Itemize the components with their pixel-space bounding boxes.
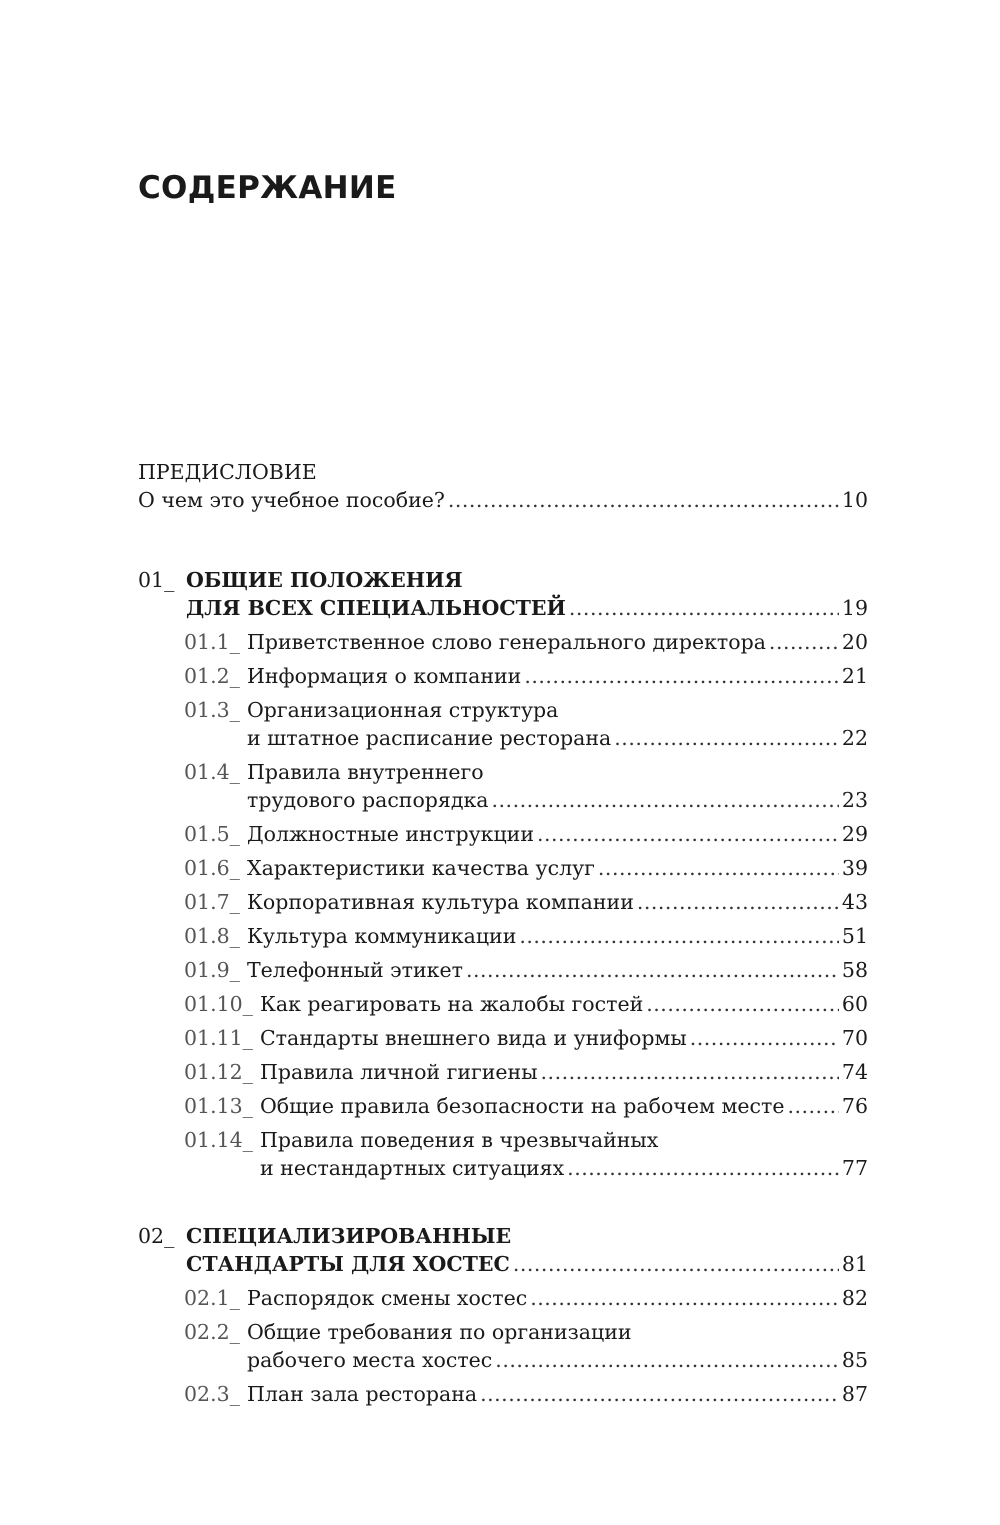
section-title-line2: СТАНДАРТЫ ДЛЯ ХОСТЕС [186, 1252, 510, 1276]
page-number: 60 [841, 992, 868, 1016]
toc-entry [138, 922, 868, 950]
preface-block [138, 458, 868, 514]
leader-dots [530, 1284, 839, 1312]
page-number: 58 [841, 958, 868, 982]
toc-entry-line1 [184, 1380, 868, 1408]
page-number: 19 [841, 596, 868, 620]
entry-number: 01.4_ [184, 760, 240, 784]
section-heading [138, 566, 868, 594]
toc-entry-text: О чем это учебное пособие? [138, 488, 445, 512]
preface-heading [138, 458, 868, 486]
page-number: 39 [841, 856, 868, 880]
toc-entry-text: Общие правила безопасности на рабочем месте [260, 1094, 785, 1118]
entry-number: 01.12_ [184, 1060, 253, 1084]
entry-number: 01.7_ [184, 890, 240, 914]
leader-dots [541, 1058, 839, 1086]
toc-entry-line2 [184, 1154, 868, 1182]
entry-number: 01.10_ [184, 992, 253, 1016]
toc-entry-line1 [184, 990, 868, 1018]
leader-dots [513, 1250, 839, 1278]
toc-entry-text: Должностные инструкции [247, 822, 534, 846]
toc-entry-line1 [184, 956, 868, 984]
toc-entry-text: Правила личной гигиены [260, 1060, 538, 1084]
leader-dots [614, 724, 839, 752]
toc-entry [138, 1284, 868, 1312]
toc-entry-text: и штатное расписание ресторана [247, 726, 612, 750]
section-number: 02_ [138, 1224, 175, 1248]
section-title-line1: СПЕЦИАЛИЗИРОВАННЫЕ [186, 1224, 512, 1248]
toc-entry-text: трудового распорядка [247, 788, 489, 812]
toc-entry-text: Распорядок смены хостес [247, 1286, 528, 1310]
page-number: 29 [841, 822, 868, 846]
page-number: 43 [841, 890, 868, 914]
toc-entry-line1 [184, 1318, 868, 1346]
toc-entry-text: Характеристики качества услуг [247, 856, 595, 880]
toc-entry [138, 1092, 868, 1120]
entry-number: 01.13_ [184, 1094, 253, 1118]
toc-entry-text: Информация о компании [247, 664, 522, 688]
leader-dots [787, 1092, 838, 1120]
toc-entry-text: Правила внутреннего [247, 760, 484, 784]
page-number: 77 [841, 1156, 868, 1180]
toc-entry-text: Корпоративная культура компании [247, 890, 634, 914]
toc-entry-text: Стандарты внешнего вида и униформы [260, 1026, 687, 1050]
page-number: 23 [841, 788, 868, 812]
toc-section-2 [138, 1222, 868, 1408]
toc-entry [138, 628, 868, 656]
page-number: 76 [841, 1094, 868, 1118]
leader-dots [448, 486, 839, 514]
toc-entry-line1 [184, 628, 868, 656]
toc-entry-text: Правила поведения в чрезвычайных [260, 1128, 659, 1152]
toc-entry-text: и нестандартных ситуациях [260, 1156, 565, 1180]
section-title-line2: ДЛЯ ВСЕХ СПЕЦИАЛЬНОСТЕЙ [186, 596, 566, 620]
page-number: 20 [841, 630, 868, 654]
entry-number: 01.3_ [184, 698, 240, 722]
section-number: 01_ [138, 568, 175, 592]
leader-dots [690, 1024, 839, 1052]
page-number: 22 [841, 726, 868, 750]
preface-heading-text: ПРЕДИСЛОВИЕ [138, 460, 317, 484]
page-title: СОДЕРЖАНИЕ [138, 170, 397, 206]
page-number: 21 [841, 664, 868, 688]
entry-number: 02.1_ [184, 1286, 240, 1310]
page-number: 51 [841, 924, 868, 948]
leader-dots [769, 628, 839, 656]
toc-entry-line2 [184, 724, 868, 752]
toc-entry-line2 [184, 786, 868, 814]
entry-number: 01.2_ [184, 664, 240, 688]
toc-entry [138, 758, 868, 814]
page-number: 87 [841, 1382, 868, 1406]
toc-entry-line2 [184, 1346, 868, 1374]
leader-dots [480, 1380, 839, 1408]
page-number: 74 [841, 1060, 868, 1084]
table-of-contents [138, 458, 868, 1408]
toc-entry-text: Как реагировать на жалобы гостей [260, 992, 644, 1016]
entry-number: 01.1_ [184, 630, 240, 654]
toc-entry [138, 1024, 868, 1052]
toc-entry-line1 [184, 922, 868, 950]
entry-number: 01.11_ [184, 1026, 253, 1050]
entry-number: 02.3_ [184, 1382, 240, 1406]
leader-dots [519, 922, 839, 950]
toc-entry [138, 854, 868, 882]
toc-entry [138, 956, 868, 984]
toc-entry-text: Организационная структура [247, 698, 559, 722]
entry-number: 01.8_ [184, 924, 240, 948]
leader-dots [537, 820, 839, 848]
toc-entry-line1 [184, 1126, 868, 1154]
toc-entry-text: рабочего места хостес [247, 1348, 493, 1372]
toc-entry-line1 [184, 662, 868, 690]
leader-dots [524, 662, 839, 690]
toc-entry-line1 [184, 1092, 868, 1120]
page-number: 10 [841, 488, 868, 512]
leader-dots [646, 990, 839, 1018]
leader-dots [637, 888, 839, 916]
page-number: 85 [841, 1348, 868, 1372]
entry-number: 01.5_ [184, 822, 240, 846]
entry-number: 02.2_ [184, 1320, 240, 1344]
toc-entry-line1 [184, 820, 868, 848]
toc-entry-text: Общие требования по организации [247, 1320, 632, 1344]
leader-dots [598, 854, 839, 882]
entry-number: 01.6_ [184, 856, 240, 880]
leader-dots [492, 786, 839, 814]
toc-entry-line1 [184, 854, 868, 882]
entry-number: 01.14_ [184, 1128, 253, 1152]
toc-entry [138, 1126, 868, 1182]
section-heading [138, 1222, 868, 1250]
toc-entry [138, 1318, 868, 1374]
section-title-line1: ОБЩИЕ ПОЛОЖЕНИЯ [186, 568, 463, 592]
toc-entry-text: Приветственное слово генерального директора [247, 630, 766, 654]
toc-entry-line1 [184, 696, 868, 724]
toc-entry [138, 1058, 868, 1086]
toc-entry-text: План зала ресторана [247, 1382, 478, 1406]
toc-entry-text: Телефонный этикет [247, 958, 463, 982]
toc-entry [138, 662, 868, 690]
toc-entry-text: Культура коммуникации [247, 924, 517, 948]
leader-dots [569, 594, 839, 622]
toc-entry-line1 [184, 1058, 868, 1086]
toc-entry-line1 [184, 888, 868, 916]
leader-dots [567, 1154, 839, 1182]
toc-entry-line1 [184, 1024, 868, 1052]
toc-entry-line1 [184, 1284, 868, 1312]
section-heading-line2 [138, 594, 868, 622]
toc-entry [138, 696, 868, 752]
page-number: 81 [841, 1252, 868, 1276]
toc-entry-line1 [184, 758, 868, 786]
toc-entry [138, 820, 868, 848]
toc-entry [138, 1380, 868, 1408]
page-number: 82 [841, 1286, 868, 1310]
toc-entry [138, 990, 868, 1018]
section-heading-line2 [138, 1250, 868, 1278]
leader-dots [495, 1346, 839, 1374]
toc-entry-preface [138, 486, 868, 514]
page-number: 70 [841, 1026, 868, 1050]
leader-dots [466, 956, 839, 984]
toc-entry [138, 888, 868, 916]
entry-number: 01.9_ [184, 958, 240, 982]
toc-section-1 [138, 566, 868, 1182]
